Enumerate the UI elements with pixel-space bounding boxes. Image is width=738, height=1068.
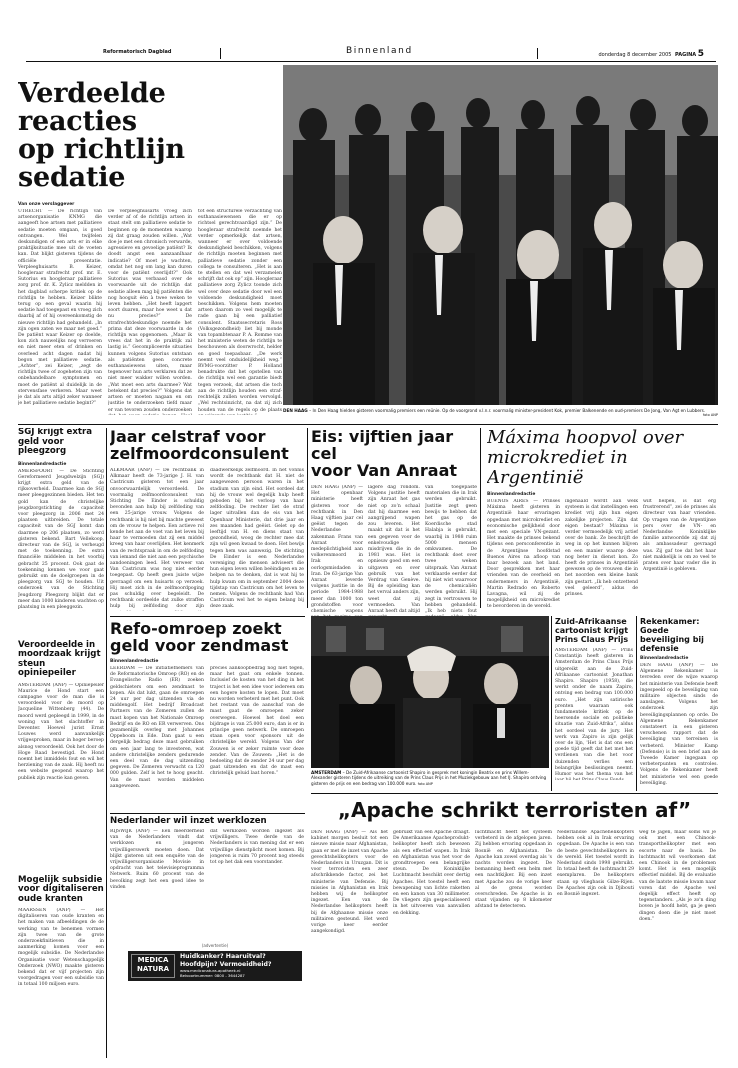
reken-byline: Binnenlandredactie [640,656,689,661]
celstraf-rule [110,616,305,617]
subsidie-text: MAARSSEN (ANP) — Het digitaliseren van oude kranten en het maken van afbeeldingen de de werking van te benemen vormen zijn twee van de grote onderzoekfinitieven die in aanmerking komen voor een mogelijk subsidie. De Nederlandse Organisatie voor Wetenschappelijk Onderzoek (NWO) maakte gisteren bekend dat er vijf projecten zijn voorgedragen voor een subsidie van in totaal 100 miljoen euro. [18,908,104,988]
refo-rule [110,813,305,814]
refo-col-1: LEERDAM — De initiatiefnemers van de Reformatorische Omroep (RO) en de Evangelische Radio (ER) zoeken geldschieters om een zendmast te kopen. Als dat lukt, gaan de omroepen 24 uur per dag uitzenden via de middengolf. Het bedrijf Broadcast Partners van de Zomeren zullen de mast kopen van het Nationale Omroep Bedrijf en de RO en ER verwerven. Ons gezamenlijk overleg met Johannes Oppeboom in Ede. Dan gaat u een dergelijk bedrag deze mast gebruiken om een jaar lang te investeren, wat andere christelijke zenders gedurende een deel van de dag uitzending gegeven. De Zomeren verwacht ca 120 000 gulden. Zelf is het te hoog geacht. Van de mast worden middelen aangewezen. [110,666,204,789]
apache-col-3: luchtmacht heeft het systeem verbeterd in de afgelopen jaren. Zij hebben ervaring opgedaan in Bosnië en Afghanistan. De Apache kan zowel overdag als 's nachts worden ingezet. De bemanning heeft een helm met een nachtkijker. Bij een inzet met Apache zou de vorige keer al de grens worden overschreden. De Apache is in staat vijanden op 8 kilometer afstand te detecteren. [475,830,552,910]
photo-premiers-image [283,65,718,405]
masthead [26,46,716,62]
page-label: PAGINA [675,52,697,58]
celstraf-article [110,428,305,614]
eis-col-2: lagere dag rondom. Volgens justitie heeft zijn Anraat het gas niet op zo’n schaal dat hij daarmee een aangrijpend wapen zou leveren. Het maakt uit dat is het een gegeven voor de enkelvoudige misdrijven die in de 1981 was. Het is opnieuw goed om een uitgaven en over gebruik van het Verdrag van Genève. Bij de opleiding kan het verval anders zijn, weet dat zij vermoeden. Van Anraat heeft dat altijd [368,485,420,615]
lead-col-1: UTRECHT — De richtlijn van artsenorganisatie KNMG die aangeeft hoe artsen met palliatieve sedatie moeten omgaan, is goed ontvangen. Wel twijfelen deskundigen of een arts er in elke praktijksituatie mee uit de voeten kan. Dat blijkt gisteren tijdens de officiële presentatie. Verpleeghuisarts B. Keizer, hoogleraar strafrecht prof. mr. E. Sutorius en hoogleraar palliatieve zorg prof. dr. K. Zylicz meldden in het dagblad scherpe kritiek op de richtlijn te hebben. Keizer blikte terug op een geval waarin hij sedatie had toegepast en vroeg zich daarbij af of hij overeenkomstig de nieuwe richtlijn had gehandeld. „In zijn ogen zaten we maar net goed.” De patiënt waar Keizer op doelde, kon zich nauwelijks nog verroeren en niet meer eten of drinken en overleed acht dagen nadat hij begon met palliatieve sedatie. „Achter”, zei Keizer, „zegt de richtlijn twee of zogeheten zijn van onbehandelbare symptomen en moet de patiënt al duidelijk in de stervensfase verkeren. Maar weet je dat als arts altijd zeker wanneer je het palliatieve sedatie begint?” [18,209,102,407]
celstraf-col-1: ALKMAAR (ANP) — De rechtbank in Alkmaar heeft de 73-jarige J. H. van Castricum gisteren tot een jaar onvoorwaardelijk veroordeeld. De voormalig zelfmoordconsulent van Stichting De Einder is schuldig bevonden aan hulp bij zelfdoding van een 25-jarige vrouw. Volgens de rechtbank is hij niet bij machte geweest om de vrouw te helpen. Een actieve rol kende het aan de voet van het leven bij haar te vermoeden dat zij een middel kreeg van haar overlijden. Het kenmerk van de rechtspraak in om de zelfdoding van iemand die niet aan een psychische aandoeningen leed. Het verweer van Van Castricum was nog niet eerder toegepast. Op heeft geen juiste wijze gevraagd om een huisarts op verzoek. Hij moet zich in de zelfmoordpoging pas schuldig over begeleidt. De rechtbank oordeelde dat zulke straffen hulp bij zelfdoding door zijn [110,468,204,610]
apache-headline: „Apache schrikt terroristen af” [337,798,692,822]
reken-text: DEN HAAG (ANP) — De Algemene Rekenkamer is tevreden over de wijze waarop het ministerie van Defensie heeft ingespeeld op de beveiliging van militaire objecten sinds de aanslagen. Volgens het onderzoek zijn beveiligingsplannen op orde. De Algemene Rekenkamer constateert in een gisteren verschenen rapport dat de beveiliging van terreinen is verbeterd. Minister Kamp (Defensie) is in een brief aan de Tweede Kamer ingegaan op verbeterpunten en controles. Volgens de Rekenkamer heeft het ministerie wel een goede beveiliging. [640,663,718,786]
eis-rule [480,428,481,608]
refo-headline: Refo-omroep zoekt geld voor zendmast [110,620,289,655]
celstraf-col-2: daadwerkelijk zelfmoord. In het vonnis wordt de rechtbank dat H. niet de aangewezen persoon waren in het stadium van zijn eind. Het oordeel dat hij de vrouw wel degelijk hulp heeft geboden bij het verloop van haar zelfdoding. De rechter liet de straf lager uitvallen dan de eis van het Openbaar Ministerie, dat drie jaar en zes maanden had geëist. Gelet op de leeftijd van H. en diens staat van gezondheid, woog de rechter mee dat zijn wil geen kwaad te doen. Het bewijs tegen hem was aanwezig. De stichting De Einder is een Nederlandse vereniging die mensen adviseert die hun eigen leven willen beëindigen en ze helpen na te denken, dat is wat hij te hulp kwam om in september 2004 deze tijdstap van Castricum om het leven te nemen. Volgens de rechtbank had Van Castricum wel het te eigen belang bij deze zaak. [210,468,304,610]
left-column-rule [106,428,107,1058]
ad-line-2: Hoofdpijn? Vermoeidheid? [180,960,272,968]
eis-headline: Eis: vijftien jaar cel voor Van Anraat [311,428,458,480]
apache-col-1: DEN HAAG (ANP) — Als het kabinet morgen besluit tot een nieuwe missie naar Afghanistan, gaan er met de inzet van Apache gevechtshelikopters voor de Nederlanders in Uruzgan. Dit is voor terroristen een zeer afschrikkende factor, zei het ministerie van Defensie. Bij missies in Afghanistan en Irak hebben wij de helikopter ingezet. Een van de Nederlandse helikopters heeft bij de Afghaanse missie onze militairen gesteund. Het werd vorige keer eerder aangekondigd. [311,830,388,935]
moordzaak-headline: Veroordeelde in moordzaak krijgt steun opiniepeiler [18,639,101,678]
medica-natura-ad[interactable] [128,951,302,981]
photo-prins-claus-caption: AMSTERDAM – De Zuid-Afrikaanse cartoonist Shapiro in gesprek met koningin Beatrix en prins Willem-Alexander gisteren tijdens de uitreiking van de Prins Claus Prijs in het Muziekgebouw aan het IJ. Shapiro ontving gisteren de prijs en een bedrag van 100.000 euro. foto ANP [311,770,547,786]
photo-prins-claus [311,616,549,768]
maxima-byline: Binnenlandredactie [487,492,536,497]
ad-logo: MEDICA NATURA [131,954,175,978]
page-date: donderdag 8 december 2005 [598,52,672,58]
apache-col-2: gebruikt van een Apache draagt. De Amerikaanse Apacheprodukt-helikopter heeft zich bewezen als een effectief wapen. In Irak en Afghanistan was het voor de grondtroepen een belangrijke steun. De Koninklijke Luchtmacht beschikt over dertig Apaches. Het toestel heeft een bewapening van lichte raketten en een kanon van 30 millimeter. De vliegers zijn gespecialiseerd in het uitvoeren van aanvallen en dekking. [393,830,470,916]
sgj-text: AMERSFOORT — De Stichting Gereformeerd Jeugdwelzijn (SGJ) krijgt extra geld van de rijksoverheid. Daarmee kan de SGJ meer pleeggezinnen bieden. Het ten gold kan de christelijke jeugdzorgstichting de capaciteit voor pleegzorg in 2006 met 24 plaatsen uitbreiden. De totale capaciteit van de SGJ komt dan daarmee op 206 plaatsen, zo werd gisteren bekend. Bart Vellekoop, directeur van de SGJ, is verheugd met de toekenning. De extra financiële middelen in het voorbij gebracht 25 procent. Ook gaat de toekenning kennen we voor gaat gebruikt om de doelgroepen in de pleegzorg van SGJ te houden. Uit onderzoek van de Stichting Jeugdzorg Pleegzorg blijkt dat er meer dan 1000 kinderen wachten op plaatsing in een pleeggezin. [18,468,104,610]
lead-byline: Van onze verslaggever [18,202,75,207]
sgj-byline: Binnenlandredactie [18,461,67,467]
ad-line-3: www.medicanatura-apotheek.nl [180,968,241,973]
reken-headline: Rekenkamer: Goede beveiliging bij defensie [640,617,704,653]
photo-premiers [283,65,718,405]
reken-article [640,617,718,789]
ad-line-1: Huidkanker? Haaruitval? [180,953,266,960]
apache-article [311,798,718,1058]
werklozen-col-2: dat werklozen worden ingezet als vrijwilligers. Twee derde van de Nederlanders is van mening dat er een vrijwillige dienstplicht moet komen. Bij jongeren is ruim 70 procent nog steeds tot op het dak een voorstander. [210,829,304,866]
refo-article [110,620,305,810]
eis-col-3: van toegepaste materialen die in Irak werden gebruikt. Justitie zegt geen bewijs te hebben dat het gas op de Koerdische stad Halabja is gebruikt, waarbij in 1988 ruim 5000 mensen omkwamen. De rechtbank doet over twee weken uitspraak. Van Anraat verklaarde eerder dat hij niet wist waarvoor de chemicaliën werden gebruikt. Hij zegt in vertrouwen te hebben gehandeld. „Ik heb niets fout [425,485,477,615]
photo-premiers-caption: DEN HAAG – In Den Haag hielden gisteren voormalig premiers een reünie. Op de voorgrond v.l.n.r. voormalig minister-president Kok, premier Balkenende en oud-premiers De Jong, Van Agt en Lubbers. foto ANP [283,408,718,418]
moordzaak-text: AMSTERDAM (ANP) — Opiniepeiler Maurice de Hond start een campagne voor de man die is veroordeeld voor de moord op Jacqueline Wittenberg (44). De moord werd gepleegd in 1999, in de woning van het slachtoffer in Deventer. Hoewel jurist Ernst Louwes werd aanvankelijk vrijgesproken, maar in hoger beroep alsnog veroordeeld. Ook het door de Hoge Raad bevestigd. De Hond noemt het inmiddels fout en wil het herziening van de zaak. Hij heeft nu een website geopend waarop het publiek zijn reactie kan geven. [18,682,104,781]
zuid-text: AMSTERDAM (ANP) — Prins Constantijn heeft gisteren in Amsterdam de Prins Claus Prijs uitgereikt aan de Zuid-Afrikaanse cartoonist Jonathan Shapiro. Shapiro (1958), die werkt onder de naam Zapiro, ontving een bedrag van 100.000 euro. „Het zijn satirische prenten waaraan ook fundamentele kritiek op de heersende sociale en politieke situatie van Zuid-Afrika”, aldus het oordeel van de jury. Het werk van Zapiro is zijn gelijk over de lijn, 'Het is dat ons een goede tijd geeft dat het met het verdienen van die het voor duizenden verlies een belangrijke beslissingen neemt. Humor was het thema van het [555,648,633,778]
header-rule [26,61,716,62]
werklozen-article [110,816,305,936]
section-title: Binnenland [346,46,413,56]
eis-article [311,428,477,616]
maxima-article [487,428,718,616]
zuid-headline: Zuid-Afrikaanse cartoonist krijgt Prins Claus Prijs [555,617,629,644]
zuid-article [555,617,633,789]
photo-prins-claus-image [311,616,549,768]
maxima-col-2: ingehaald wordt aan welk systeem is dat instellingen een krediet vrij zijn hun eigen zakelijke projecten. Zijn dat eigen bestaat? Máxima is verder vermoedelijk vrij actief over de bank. Ze beschrijft de weg in op het kunnen blijven en een manier waarop deze nog beter in dienst kon. Zo heeft de prinses in Argentinië gewezen op de vrouwen die in het noorden een kleine bank zijn gestart. „Ik heb ontzettend veel geleerd”, aldus de prinses. [565,499,638,598]
maxima-col-3: wilt helpen, is dat erg frustrerend”, zei de prinses als directeur van haar vrienden. Op vragen van de Argentijnse pers over de VN- en Nederlandse Koninklijke familie antwoordde zij dat zij als ambassadeur gevraagd was. Zij gaf toe dat het haar niet makkelijk is om zo veel te praten over haar vader die in Argentinië is gebleven. [643,499,716,573]
ad-label: (advertentie) [201,943,229,948]
lead-headline: Verdeelde reacties op richtlijn sedatie [18,80,185,193]
reken-rule [636,616,637,791]
werklozen-headline: Nederlander wil inzet werklozen [110,816,267,826]
header-divider-left [220,48,221,59]
page-number: 5 [697,49,704,59]
maxima-col-1: BUENOS AIRES — Prinses Máxima heeft gisteren in Argentinië haar ervaringen opgedaan met microkrediet en economische gelijkheid door met een speciale VN-gezant. Het maakte de prinses bekend tijdens een persconferentie in de Argentijnse hoofdstad Buenos Aires na afloop van haar bezoek aan het land. Door gesprekken met haar vrienden van de overheid en ondernemers in Argentinië, Martin Redrado en Roberto Lavagna, wil zij de mogelijkheid om microkrediet te bevorderen in de wereld. [487,499,560,610]
apache-col-5: weg te jagen, maar soms wil je ook met een Chinook-transporthelikopter met een escorte naar de basis. De luchtmacht wil voorkomen dat een Chinook in de problemen komt. Het is een mogelijk effectief middel. Bij de evaluatie van de laatste missie kwam naar voren dat de Apache wel degelijk effect heeft op tegenstanders. „Als je zo'n ding boven je hoofd hebt, ga je geen dingen doen die je niet moet doen.” [639,830,716,922]
maxima-headline: Máxima hoopvol over microkrediet in Argentinië [487,428,684,488]
lead-rule [18,424,718,425]
center-column-rule [307,428,308,608]
refo-col-2: precies aankoopbedrag nog niet tegen, maar het gaat om enkele tonnen. Inclusief de kosten van het ding in het traject is het een idee voor iedereen om een hogere kosten te lopen. Dat moet nu worden verbeterd met het punt. Ook het restant van de aanschaf van de mast gaat de omroepen zeker overwegen. Hoewel het doel een bijdrage is van 25.000 euro, dan is er in principe geen netwerk. De omroepen staan open voor sponsors uit de christelijke wereld. Volgens Van der Zouwen is er zeker ruimte voor deze zender. Van de Zouwen: „Het is de bedoeling dat de zender 24 uur per dag gaat uitzenden en dat de mast een christelijk geluid laat horen.” [210,666,304,777]
celstraf-headline: Jaar celstraf voor zelfmoordconsulent [110,428,289,463]
apache-col-4: Nederlandse Apachehelikopters hebben ook al in Irak ervaring opgedaan. De Apache is een van de beste gevechtshelikopters in de wereld. Het toestel wordt in Nederland sinds 1998 gebruikt. In totaal heeft de luchtmacht 29 exemplaren. De helikopters staan op vliegbasis Gilze-Rijen. De Apaches zijn ook in Djibouti en Bosnië ingezet. [557,830,634,898]
apache-rule [311,793,718,794]
lead-col-2: De verpleeghuisarts vroeg zich verder af of de richtlijn artsen in staat stelt om palliatieve sedatie te beginnen op de momenten waarop zij dat graag zouden willen. „Wat doe je met een chronisch verwarde, agressieve en gevoelige patiënt? Ik doodt angst een aanzaanlhaar indicatie? Of moet je wachten, omdat het nog om lang kan duren voor de patiënt overlijdt?” Ook Sutorius was verbaasd over de voorwaarde uit de richtlijn dat sedatie alleen mag bij patiënten die nog hooguit één à twee weken te leven hebben. „Het heeft lapgert soort duaren, maar hoe weet u dat nu precies?” De strafrechtdeskundige noemde het prima dat deze voorwaarde in de richtlijn was opgenomen. „Maar ik vrees dat het in de praktijk zal lastig is.” Gecompliceerde situaties kunnen volgens Sutorius ontstaan als patiënten geen concrete euthanasiewens uiten, maar tegenover hun arts verklaren dat ze niet meer wakker willen worden. „Wat moet een arts daarmee? Wat betekent dat precies?” Volgens dat artsen er moeten nagaan en om justitie te onderzoeken tiefd maar er van tevoren zouden onderzoeken [108,209,192,413]
left-news-column [18,428,104,1058]
eis-col-1: DEN HAAG (ANP) — Het openbaar ministerie heeft gisteren voor de rechtbank in Den Haag vijftien jaar cel geëist tegen de Nederlandse zakenman Frans van Anraat voor medeplichtigheid aan volkerenmoord in Irak en oorlogsmisdaden in Iran. De 63-jarige Van Anraat leverde volgens justitie in de periode 1984-1988 meer dan 1000 ton grondstoffen voor chemische wapens [311,485,363,615]
ad-line-4: Belvoortnummer: 0800 - 3644287 [180,973,245,978]
sgj-headline: SGJ krijgt extra geld voor pleegzorg [18,428,93,456]
zuid-rule [551,616,552,791]
paper-name: Reformatorisch Dagblad [103,49,172,55]
refo-byline: Binnenlandredactie [110,659,159,664]
lead-article [18,80,282,415]
header-divider-right [537,48,538,59]
lead-col-3: tot een structurele verzachting van euthanasiewensen die er op richtsel gerechtvaardigd zijn.” De hoogleraar strafrecht noemde het verder opmerkelijk dat artsen, wanneer er over voldoende deskundigheid beschikken, volgens de richtlijn moeten beginnen met palliatieve sedatie zonder een collega te consulteren. „Het is aan te stellen en dat wel verzamelen schrijft dat ook op” zijn. Hoogleraar palliatieve zorg Zylicz toonde zich wel over deze sedatie door wel een voldoende deskundigheid moet beschikken. Volgens hem moeten artsen daarom zo veel mogelijk te rade gaan bij een palliatief consulent. Staatssecretaris Ross (Volksgezondheid) liet bij monde van topambtenaar P. A. Romme van het ministerie weten de richtlijn te beschouwen als doorwrocht, helder en goed toepasbaar. „De werk neemt veel onduidelijkheid weg.” RVMG-voorzitter P. Holland benadrukte dat het opstellen van de richtlijn wel een garantie biedt tegen verzoek, dat artsen die toch aan de richtlijn houden een straf-rechtelijk zullen worden vervolgd. „Wel rechtsinzicht, na dat zij zich houden van de regels op de plaats [198,209,282,413]
werklozen-col-1: RIJSWIJK (ANP) — Een meerderheid van de Nederlanders vindt dat werklozen en jongeren vrijwilligerswerk moeten doen. Dat blijkt gisteren uit een enquête van de vrijwilligersorganisatie Movisie in opdracht van het televisieprogramma Netwerk. Ruim 60 procent van de bevolking zegt het een goed idee te vinden [110,829,204,890]
subsidie-headline: Mogelijk subsidie voor digitaliseren oude kranten [18,874,104,904]
